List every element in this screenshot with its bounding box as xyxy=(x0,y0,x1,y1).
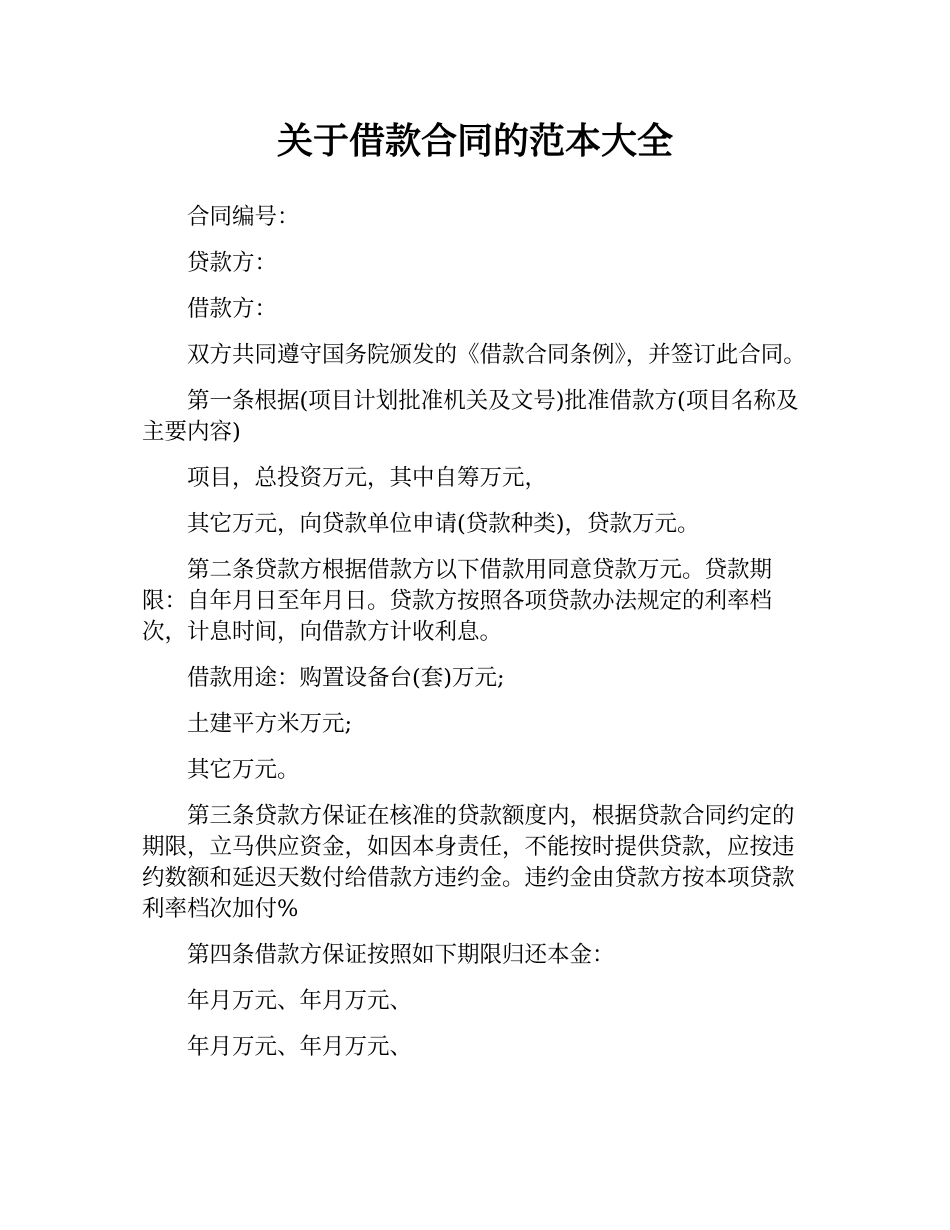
article-3-paragraph: 第三条贷款方保证在核准的贷款额度内，根据贷款合同约定的期限，立马供应资金，如因本身责任，不能按时提供贷款，应按违约数额和延迟天数付给借款方违约金。违约金由贷款方按本项贷款利率档次加付% xyxy=(142,803,795,922)
article-2-paragraph: 第二条贷款方根据借款方以下借款用同意贷款万元。贷款期限：自年月日至年月日。贷款方按照各项贷款办法规定的利率档次，计息时间，向借款方计收利息。 xyxy=(142,557,773,645)
other-amount-line: 其它万元。 xyxy=(187,757,300,783)
article-1-paragraph: 第一条根据(项目计划批准机关及文号)批准借款方(项目名称及主要内容) xyxy=(142,388,799,445)
preamble-paragraph: 双方共同遵守国务院颁发的《借款合同条例》，并签订此合同。 xyxy=(187,342,806,368)
construction-line: 土建平方米万元; xyxy=(187,711,353,737)
project-investment-line: 项目，总投资万元，其中自筹万元， xyxy=(187,465,548,491)
contract-number-line: 合同编号： xyxy=(187,204,300,230)
article-4-paragraph: 第四条借款方保证按照如下期限归还本金： xyxy=(187,942,615,968)
borrower-line: 借款方： xyxy=(187,296,278,322)
lender-line: 贷款方： xyxy=(187,250,278,276)
loan-purpose-line: 借款用途：购置设备台(套)万元; xyxy=(187,665,505,691)
repayment-schedule-line: 年月万元、年月万元、 xyxy=(187,1034,413,1060)
repayment-schedule-line: 年月万元、年月万元、 xyxy=(187,988,413,1014)
document-body xyxy=(142,202,814,1078)
loan-application-line: 其它万元，向贷款单位申请(贷款种类)，贷款万元。 xyxy=(187,511,700,537)
document-title: 关于借款合同的范本大全 xyxy=(276,121,673,162)
